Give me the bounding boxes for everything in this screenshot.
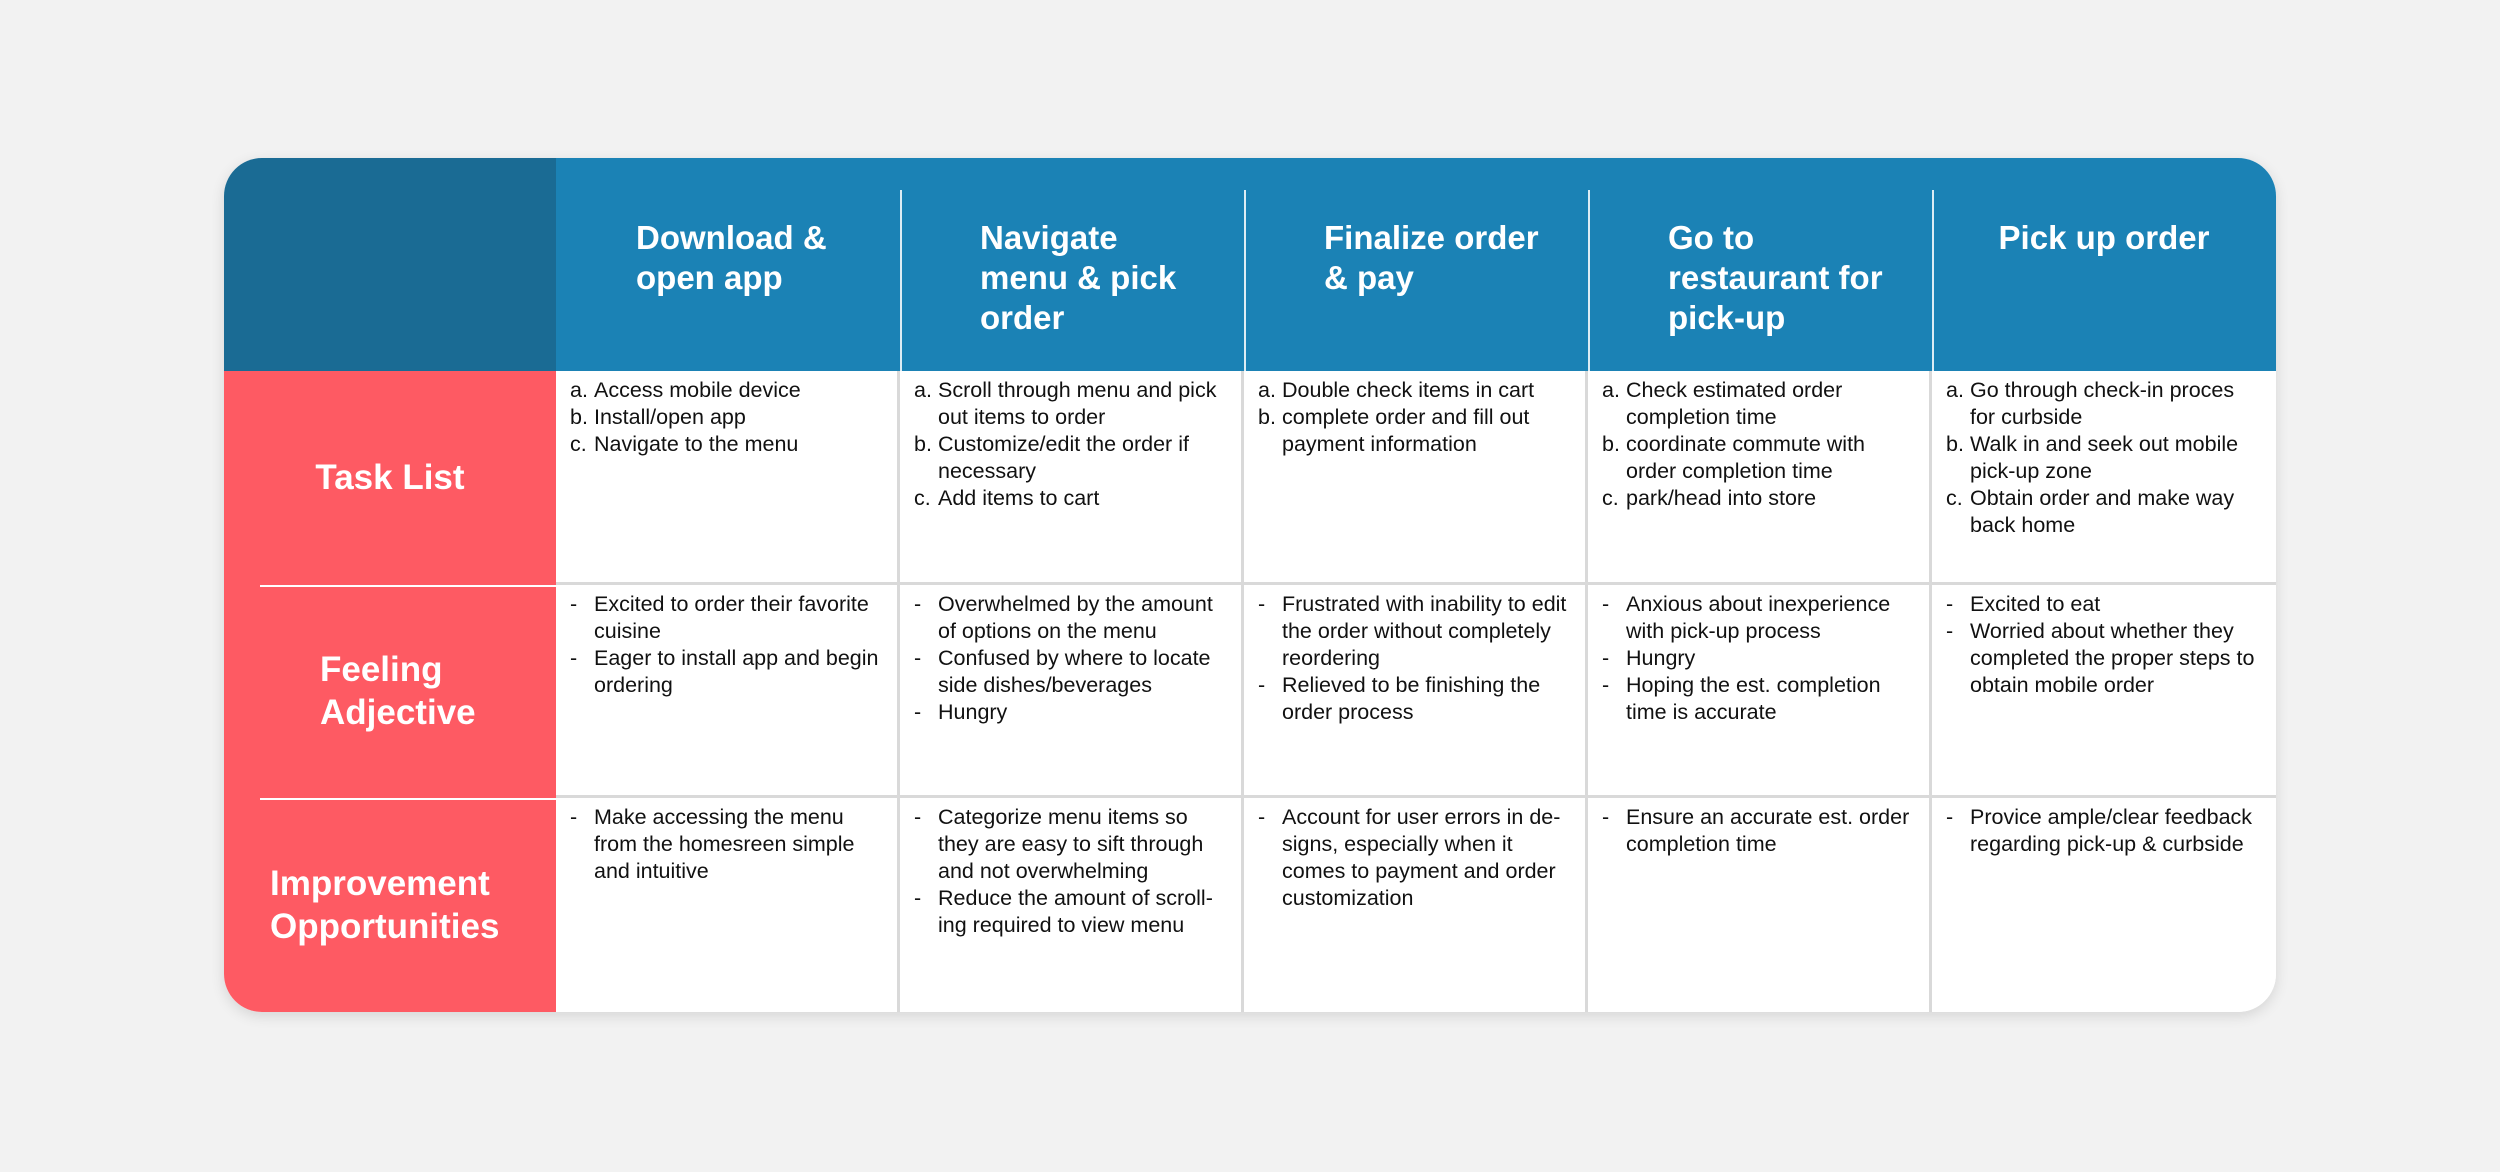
row-label-improvement-opportunities [224,798,556,1012]
list-marker: c. [570,432,587,456]
list-item-text: Hungry [1626,645,1696,670]
list-item [914,699,1227,726]
list-item [1946,377,2262,431]
cell [1244,371,1588,585]
list-marker: a. [1602,378,1620,402]
row-label-feeling-adjective [224,585,556,799]
list-item-text: Walk in and seek out mobile pick-up zone [1970,432,2239,483]
stage-header-finalize: Finalize order & pay [1244,158,1588,371]
list-item-text: Double check items in cart [1282,378,1535,402]
stage-header-navigate: Navigate menu & pick order [900,158,1244,371]
list-marker: - [1258,805,1266,830]
list-item-text: complete order and fill out payment information [1282,405,1530,456]
list-item [1602,431,1915,485]
cell [556,585,900,799]
list-marker: a. [914,378,932,402]
list-item-text: Categorize menu items so they are easy to sift through and not overwhelming [938,805,1204,884]
list-marker: - [1602,591,1610,616]
stage-header-pickup: Pick up order [1932,158,2276,371]
list-item [914,591,1227,645]
list-item [1602,485,1915,512]
list-item-text: Eager to install app and begin ordering [594,645,879,697]
list-item [570,645,883,699]
list-item-text: coordinate commute with order completion time [1626,432,1865,483]
list-item-text: Hoping the est. completion time is accurate [1626,672,1881,724]
list-item [570,431,883,458]
cell [900,371,1244,585]
list-marker: - [570,645,578,670]
list-item-text: Hungry [938,699,1008,724]
list-marker: - [1946,618,1954,643]
cell [1932,371,2276,585]
list-item-text: Go through check-in proces for curbside [1970,378,2235,429]
list-marker: - [914,591,922,616]
list-item [1602,804,1915,858]
list-item-text: Anxious about inexperience with pick-up process [1626,591,1891,643]
list-marker: - [1602,672,1610,697]
list-marker: c. [914,486,931,510]
list-marker: - [1602,805,1610,830]
list-item-text: Excited to eat [1970,591,2101,616]
list-marker: - [1258,672,1266,697]
row-label-text: Improvement Opportunities [270,864,500,947]
cell [556,371,900,585]
list-item [914,485,1227,512]
list-marker: c. [1946,486,1963,510]
list-item-text: Customize/edit the order if necessary [938,432,1189,483]
cell [1588,585,1932,799]
stage-header-download: Download & open app [556,158,900,371]
cell [1244,798,1588,1012]
list-marker: a. [1258,378,1276,402]
row-label-text: Feeling Adjective [320,650,476,733]
cell [1932,798,2276,1012]
list-marker: - [1258,591,1266,616]
list-marker: b. [1946,432,1964,456]
list-marker: - [570,591,578,616]
list-marker: a. [570,378,588,402]
list-item-text: Make accessing the menu from the homesreen simple and intuitive [594,805,855,884]
list-item [1258,377,1571,404]
list-item-text: Ensure an accurate est. order completion time [1626,805,1910,857]
list-item-text: Navigate to the menu [594,432,799,456]
list-marker: b. [1602,432,1620,456]
list-item [914,377,1227,431]
list-item-text: Add items to cart [938,486,1100,510]
list-item-text: Excited to order their favorite cuisine [594,591,869,643]
list-marker: - [914,645,922,670]
list-item [914,804,1227,885]
list-item [1946,485,2262,539]
list-item-text: park/head into store [1626,486,1817,510]
list-marker: b. [914,432,932,456]
list-item-text: Check estimated order completion time [1626,378,1843,429]
list-item [570,404,883,431]
list-item-text: Frustrated with inability to edit the order without completely reordering [1282,591,1567,670]
list-item-text: Obtain order and make way back home [1970,486,2235,537]
list-marker: b. [570,405,588,429]
list-marker: - [914,699,922,724]
cell [1588,371,1932,585]
list-item [570,377,883,404]
list-item [570,591,883,645]
stage-header-restaurant: Go to restaurant for pick-up [1588,158,1932,371]
list-item [914,645,1227,699]
list-item [1258,591,1571,672]
list-marker: a. [1946,378,1964,402]
list-item [570,804,883,885]
cell [900,585,1244,799]
list-item-text: Reduce the amount of scroll-ing required to view menu [938,886,1213,938]
list-item [1602,645,1915,672]
list-item [1258,672,1571,726]
list-item [1258,804,1571,912]
list-marker: - [1946,591,1954,616]
list-item [1602,591,1915,645]
list-item-text: Scroll through menu and pick out items to order [938,378,1217,429]
list-item [1946,618,2262,699]
list-marker: c. [1602,486,1619,510]
list-item [914,431,1227,485]
cell [1244,585,1588,799]
list-item [914,885,1227,939]
journey-map-table [224,158,2276,1012]
list-marker: - [914,805,922,830]
list-item-text: Provice ample/clear feedback regarding pick-up & curbside [1970,805,2253,857]
list-item [1602,377,1915,431]
list-item-text: Confused by where to locate side dishes/beverages [938,645,1211,697]
list-marker: - [1602,645,1610,670]
list-marker: - [1946,805,1954,830]
cell [900,798,1244,1012]
list-item-text: Access mobile device [594,378,801,402]
corner-cell [224,158,556,371]
cell [556,798,900,1012]
cell [1588,798,1932,1012]
list-item-text: Worried about whether they completed the proper steps to obtain mobile order [1970,618,2255,697]
list-item [1602,672,1915,726]
list-item [1946,591,2262,618]
list-marker: - [914,886,922,911]
list-marker: - [570,805,578,830]
list-item-text: Relieved to be finishing the order process [1282,672,1541,724]
row-label-task-list [224,371,556,585]
list-item-text: Overwhelmed by the amount of options on the menu [938,591,1213,643]
list-item [1258,404,1571,458]
list-item-text: Account for user errors in de-signs, especially when it comes to payment and order customization [1282,805,1561,911]
list-item [1946,804,2262,858]
list-item-text: Install/open app [594,405,746,429]
list-marker: b. [1258,405,1276,429]
cell [1932,585,2276,799]
row-label-text: Task List [315,458,465,498]
list-item [1946,431,2262,485]
